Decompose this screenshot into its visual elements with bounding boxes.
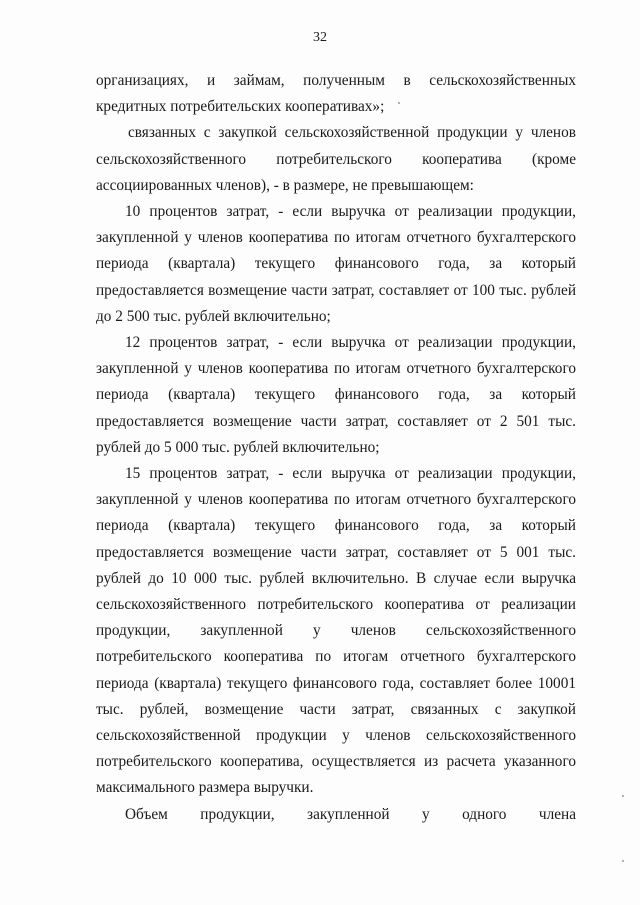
paragraph-1: организациях, и займам, полученным в сельскохозяйственных кредитных потребительских кооперативах»; <box>96 72 576 116</box>
paragraph-6: Объем продукции, закупленной у одного члена <box>125 805 576 823</box>
paragraph-5: 15 процентов затрат, - если выручка от реализации продукции, закупленной у членов кооператива по итогам отчетного бухгалтерского периода (квартала) текущего финансового года, за который предоставляется возмещение части затрат, составляет от 5 001 тыс. рублей до 10 000 тыс. рублей включительно. В случае если выручка сельскохозяйственного потребительского кооператива от реализации продукции, закупленной у членов сельскохозяйственного потребительского кооператива по итогам отчетного бухгалтерского периода (квартала) текущего финансового года, составляет более 10001 тыс. рублей, возмещение части затрат, связанных с закупкой сельскохозяйственной продукции у членов сельскохозяйственного потребительского кооператива, осуществляется из расчета указанного максимального размера выручки. <box>96 465 576 797</box>
scan-speck <box>398 102 400 104</box>
paragraph-2: связанных с закупкой сельскохозяйственной продукции у членов сельскохозяйственного потребительского кооператива (кроме ассоциированных членов), - в размере, не превышающем: <box>96 124 576 194</box>
paragraph-3: 10 процентов затрат, - если выручка от реализации продукции, закупленной у членов кооператива по итогам отчетного бухгалтерского периода (квартала) текущего финансового года, за который предоставляется возмещение части затрат, составляет от 100 тыс. рублей до 2 500 тыс. рублей включительно; <box>96 203 576 325</box>
document-body <box>96 68 576 828</box>
scan-speck <box>622 860 624 862</box>
page-number: 32 <box>313 30 327 45</box>
paragraph-4: 12 процентов затрат, - если выручка от реализации продукции, закупленной у членов кооператива по итогам отчетного бухгалтерского периода (квартала) текущего финансового года, за который предоставляется возмещение части затрат, составляет от 2 501 тыс. рублей до 5 000 тыс. рублей включительно; <box>96 334 576 456</box>
scan-speck <box>622 795 624 797</box>
